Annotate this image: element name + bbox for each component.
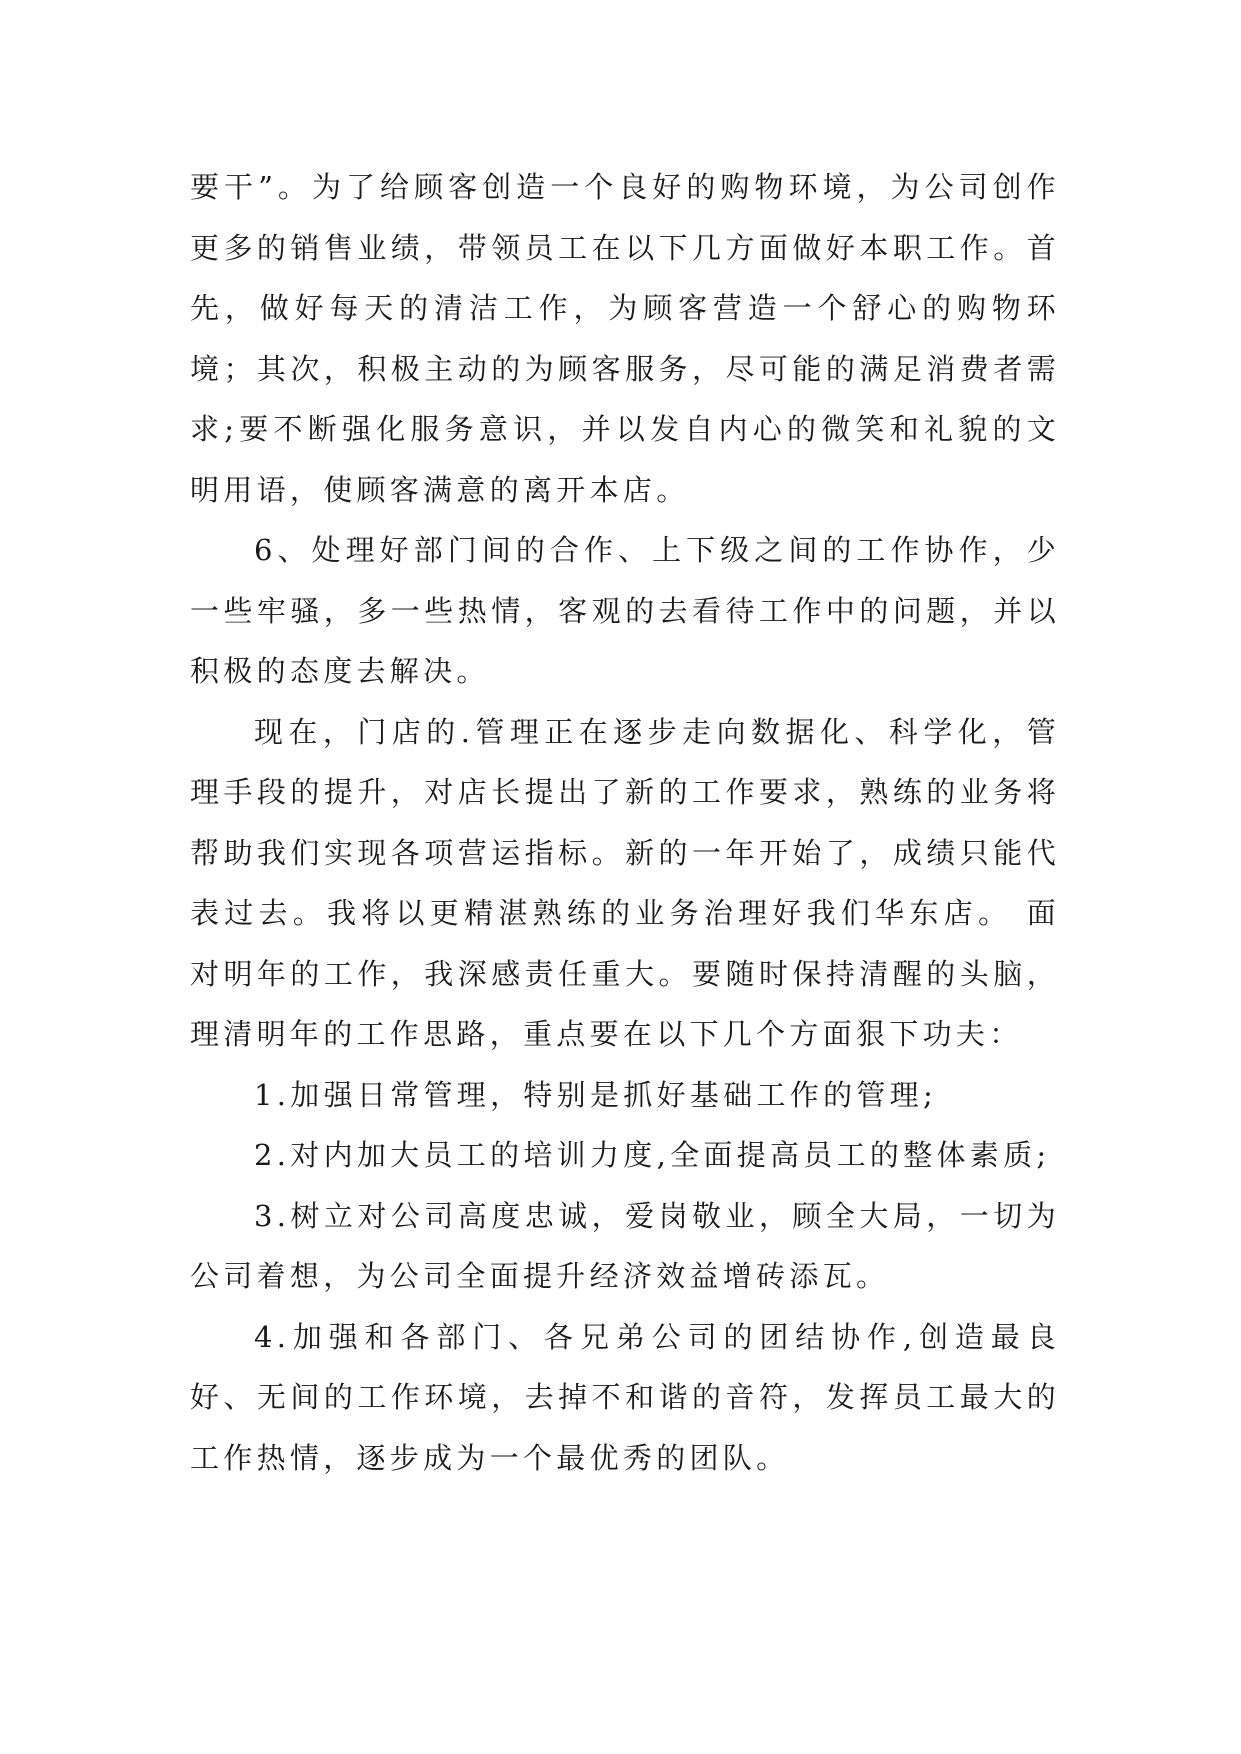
list-item-2: 2.对内加大员工的培训力度,全面提高员工的整体素质; [254, 1138, 1051, 1172]
paragraph-service-duties: 要干”。为了给顾客创造一个良好的购物环境，为公司创作更多的销售业绩，带领员工在以下几方面做好本职工作。首先，做好每天的清洁工作，为顾客营造一个舒心的购物环境；其次，积极主动的为顾客服务，尽可能的满足消费者需求;要不断强化服务意识，并以发自内心的微笑和礼貌的文明用语，使顾客满意的离开本店。 [190, 170, 1060, 507]
list-item-1: 1.加强日常管理，特别是抓好基础工作的管理; [254, 1077, 938, 1112]
list-item-4: 4.加强和各部门、各兄弟公司的团结协作,创造最良好、无间的工作环境，去掉不和谐的音符，发挥员工最大的工作热情，逐步成为一个最优秀的团队。 [190, 1319, 1060, 1475]
list-item-3: 3.树立对公司高度忠诚，爱岗敬业，顾全大局，一切为公司着想，为公司全面提升经济效益增砖添瓦。 [190, 1198, 1060, 1293]
document-body [190, 157, 1060, 1488]
paragraph-management-outlook: 现在，门店的.管理正在逐步走向数据化、科学化，管理手段的提升，对店长提出了新的工作要求，熟练的业务将帮助我们实现各项营运指标。新的一年开始了，成绩只能代表过去。我将以更精湛熟练的业务治理好我们华东店。 面对明年的工作，我深感责任重大。要随时保持清醒的头脑，理清明年的工作思路，重点要在以下几个方面狠下功夫： [190, 714, 1060, 1051]
paragraph-item-6: 6、处理好部门间的合作、上下级之间的工作协作，少一些牢骚，多一些热情，客观的去看待工作中的问题，并以积极的态度去解决。 [190, 533, 1060, 688]
